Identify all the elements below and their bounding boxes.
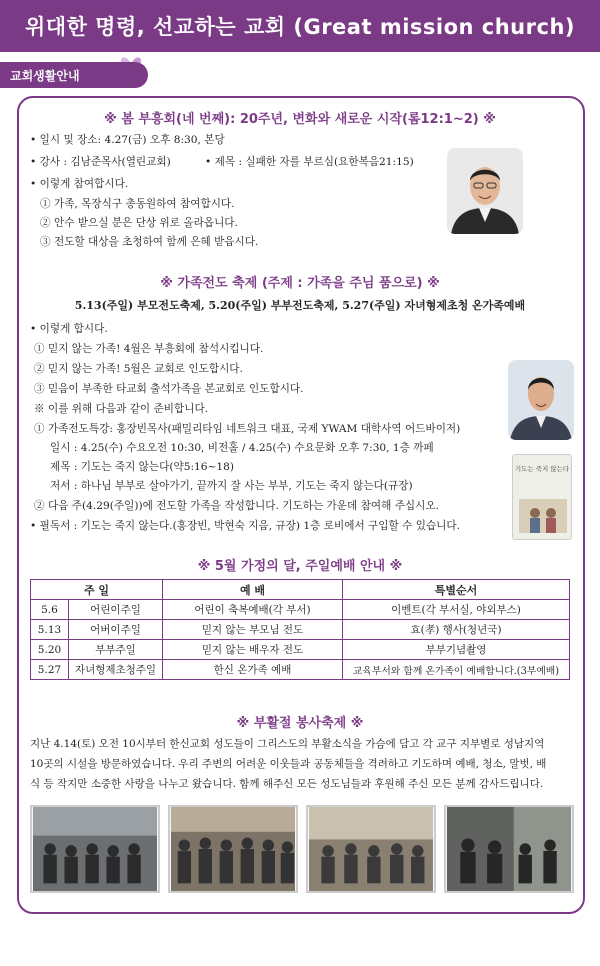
cell: 5.27 <box>31 660 69 680</box>
cell: 어버이주일 <box>69 620 163 640</box>
cell: 5.6 <box>31 600 69 620</box>
cell: 부부주일 <box>69 640 163 660</box>
event-photo <box>306 805 436 893</box>
easter-line: 지난 4.14(토) 오전 10시부터 한신교회 성도들이 그리스도의 부활소식을 가슴에 담고 각 교구 지부별로 성남지역 <box>30 738 545 750</box>
schedule-table <box>30 579 570 680</box>
tab-label: 교회생활안내 <box>10 69 80 83</box>
family-line: ① 가족전도특강: 홍장빈목사(패밀리타임 네트워크 대표, 국제 YWAM 대학사역 어드바이저) <box>34 423 461 435</box>
revival-subject: • 제목 : 실패한 자를 부르심(요한복음21:15) <box>205 156 414 168</box>
table-row <box>31 640 570 660</box>
family-line: 일시 : 4.25(수) 수요오전 10:30, 비전홀 / 4.25(수) 수요문화 오후 7:30, 1층 까페 <box>50 442 434 454</box>
family-line: 저서 : 하나님 부부로 살아가기, 끝까지 잘 사는 부부, 기도는 죽지 않는다(규장) <box>50 480 413 492</box>
family-title: ※ 가족전도 축제 (주제 : 가족을 주님 품으로) ※ <box>160 276 440 291</box>
cell: 어린이주일 <box>69 600 163 620</box>
family-line: ② 믿지 않는 가족! 5월은 교회로 인도합시다. <box>34 363 243 375</box>
page-banner <box>0 0 600 52</box>
revival-item: ③ 전도할 대상을 초청하여 함께 은혜 받읍시다. <box>40 236 259 248</box>
speaker-photo <box>447 148 523 234</box>
family-line: ① 믿지 않는 가족! 4월은 부흥회에 참석시킵니다. <box>34 343 264 355</box>
family-line: ③ 믿음이 부족한 타교회 출석가족을 본교회로 인도합시다. <box>34 383 304 395</box>
family-line: 제목 : 기도는 죽지 않는다(약5:16~18) <box>50 461 235 473</box>
cell: 이벤트(각 부서실, 야외부스) <box>343 600 570 620</box>
revival-date-place: • 일시 및 장소: 4.27(금) 오후 8:30, 본당 <box>30 134 225 146</box>
family-subtitle: 5.13(주일) 부모전도축제, 5.20(주일) 부부전도축제, 5.27(주일) 자녀형제초청 온가족예배 <box>74 299 526 312</box>
banner-title: 위대한 명령, 선교하는 교회 (Great mission church) <box>25 15 575 39</box>
col-header: 주 일 <box>31 580 163 600</box>
easter-line: 식 등 작지만 소중한 사랑을 나누고 왔습니다. 함께 해주신 모든 성도님들과 후원해 주신 모든 분께 감사드립니다. <box>30 778 544 790</box>
revival-speaker: • 강사 : 김남준목사(열린교회) <box>30 156 171 168</box>
cell: 교육부서와 함께 온가족이 예배합니다.(3부예배) <box>343 660 570 680</box>
section-tab <box>0 62 148 88</box>
easter-line: 10곳의 시설을 방문하였습니다. 우리 주변의 어려운 이웃들과 공동체들을 격려하고 기도하며 예배, 청소, 말벗, 배 <box>30 758 547 770</box>
revival-how: • 이렇게 참여합시다. <box>30 178 129 190</box>
may-title: ※ 5월 가정의 달, 주일예배 안내 ※ <box>197 559 403 574</box>
cell: 5.13 <box>31 620 69 640</box>
cell: 5.20 <box>31 640 69 660</box>
col-header: 예 배 <box>163 580 343 600</box>
book-cover <box>512 454 572 540</box>
cell: 효(孝) 행사(청년국) <box>343 620 570 640</box>
cell: 믿지 않는 부모님 전도 <box>163 620 343 640</box>
family-line: • 이렇게 합시다. <box>30 323 108 335</box>
col-header: 특별순서 <box>343 580 570 600</box>
table-row <box>31 600 570 620</box>
cell: 자녀형제초청주일 <box>69 660 163 680</box>
family-line: ② 다음 주(4.29(주일))에 전도할 가족을 작성합니다. 기도하는 가운데 참여해 주십시오. <box>34 500 439 512</box>
event-photo <box>168 805 298 893</box>
table-row <box>31 620 570 640</box>
event-photo <box>444 805 574 893</box>
lecturer-photo <box>508 360 574 440</box>
easter-title: ※ 부활절 봉사축제 ※ <box>236 716 364 731</box>
cell: 부부기념촬영 <box>343 640 570 660</box>
event-photo <box>30 805 160 893</box>
family-line: ※ 이를 위해 다음과 같이 준비합니다. <box>34 403 209 415</box>
table-row <box>31 660 570 680</box>
book-illustration <box>519 499 567 533</box>
cell: 믿지 않는 배우자 전도 <box>163 640 343 660</box>
easter-paragraph <box>30 734 575 794</box>
family-line: • 필독서 : 기도는 죽지 않는다.(홍장빈, 박현숙 지음, 규장) 1층 로비에서 구입할 수 있습니다. <box>30 520 461 532</box>
table-header-row <box>31 580 570 600</box>
cell: 어린이 축복예배(각 부서) <box>163 600 343 620</box>
revival-item: ② 안수 받으실 분은 단상 위로 올라옵니다. <box>40 217 238 229</box>
book-title: 기도는 죽지 않는다 <box>514 465 570 473</box>
cell: 한신 온가족 예배 <box>163 660 343 680</box>
revival-title: ※ 봄 부흥회(네 번째): 20주년, 변화와 새로운 시작(롬12:1~2) ※ <box>104 112 496 127</box>
revival-item: ① 가족, 목장식구 총동원하여 참여합시다. <box>40 198 235 210</box>
